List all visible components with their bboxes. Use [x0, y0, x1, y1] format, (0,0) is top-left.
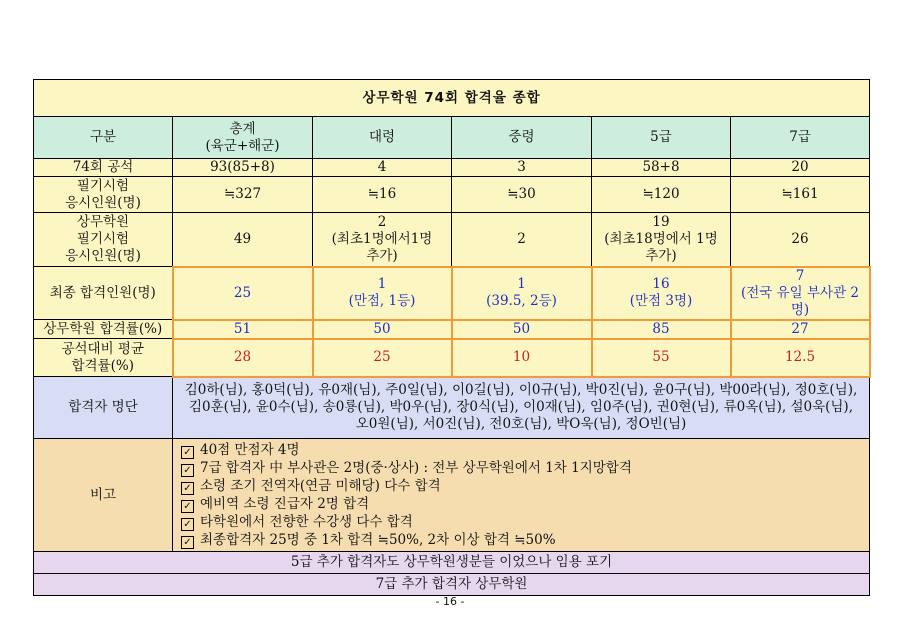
list-item: ✓ 최종합격자 25명 중 1차 합격 ≒50%, 2차 이상 합격 ≒50% [181, 531, 861, 549]
list-item: ✓ 7급 합격자 中 부사관은 2명(중·상사) : 전부 상무학원에서 1차 1지망합격 [181, 459, 861, 477]
header-category: 구분 [34, 117, 173, 159]
row-label-academy-applicants: 상무학원 필기시험 응시인원(명) [34, 213, 173, 267]
header-lt-colonel: 중령 [452, 117, 592, 159]
remarks-list [173, 439, 870, 552]
row-label-avg-rate: 공석대비 평균 합격률(%) [34, 339, 173, 377]
row-label-applicants: 필기시험 응시인원(명) [34, 177, 173, 213]
pass-rate-table [33, 79, 871, 596]
passers-label: 합격자 명단 [34, 377, 173, 439]
checkbox-checked-icon: ✓ [181, 446, 194, 459]
footer-row-1 [34, 552, 870, 574]
footer-note-2: 7급 추가 합격자 상무학원 [34, 574, 870, 596]
table-row: 공석대비 평균 합격률(%) 28 25 10 55 12.5 [34, 339, 870, 377]
page-number: - 16 - [435, 595, 465, 608]
remarks-row [34, 439, 870, 552]
header-grade5: 5급 [592, 117, 731, 159]
table-row: 필기시험 응시인원(명) ≒327 ≒16 ≒30 ≒120 ≒161 [34, 177, 870, 213]
row-label-academy-rate: 상무학원 합격률(%) [34, 320, 173, 339]
table-row: 74회 공석 93(85+8) 4 3 58+8 20 [34, 159, 870, 177]
table-title: 상무학원 74회 합격율 종합 [34, 80, 870, 117]
row-label-notice: 74회 공석 [34, 159, 173, 177]
header-row [34, 117, 870, 159]
row-label-final-pass: 최종 합격인원(명) [34, 267, 173, 320]
table-row: 상무학원 합격률(%) 51 50 50 85 27 [34, 320, 870, 339]
header-total: 총계 (육군+해군) [173, 117, 313, 159]
header-grade7: 7급 [731, 117, 870, 159]
list-item: ✓ 소령 조기 전역자(연금 미해당) 다수 합격 [181, 477, 861, 495]
footer-row-2 [34, 574, 870, 596]
checkbox-checked-icon: ✓ [181, 500, 194, 513]
list-item: ✓ 40점 만점자 4명 [181, 441, 861, 459]
footer-note-1: 5급 추가 합격자도 상무학원생분들 이었으나 임용 포기 [34, 552, 870, 574]
table-row: 상무학원 필기시험 응시인원(명) 49 2 (최초1명에서1명 추가) 2 19 (최초18명에서 1명 추가) 26 [34, 213, 870, 267]
checkbox-checked-icon: ✓ [181, 518, 194, 531]
checkbox-checked-icon: ✓ [181, 464, 194, 477]
passers-row [34, 377, 870, 439]
header-colonel: 대령 [313, 117, 452, 159]
list-item: ✓ 예비역 소령 진급자 2명 합격 [181, 495, 861, 513]
table-row: 최종 합격인원(명) 25 1 (만점, 1등) 1 (39.5, 2등) 16 (만점 3명) 7 (전국 유일 부사관 2명) [34, 267, 870, 320]
passers-list: 김0하(님), 홍0덕(님), 유0재(님), 주0일(님), 이0길(님), 이0규(님), 박0진(님), 윤0구(님), 박00라(님), 정0호(님), 김0훈(님), 윤0수(님), 송0룡(님), 박0우(님), 장0식(님), 이0재(님), 임0주(님), 권0현(님), 류0옥(님), 설0욱(님), 오0원(님), 서0진(님), 전0호(님), 박O욱(님), 정O빈(님) [173, 377, 870, 439]
checkbox-checked-icon: ✓ [181, 536, 194, 549]
list-item: ✓ 타학원에서 전향한 수강생 다수 합격 [181, 513, 861, 531]
remarks-label: 비고 [34, 439, 173, 552]
checkbox-checked-icon: ✓ [181, 482, 194, 495]
